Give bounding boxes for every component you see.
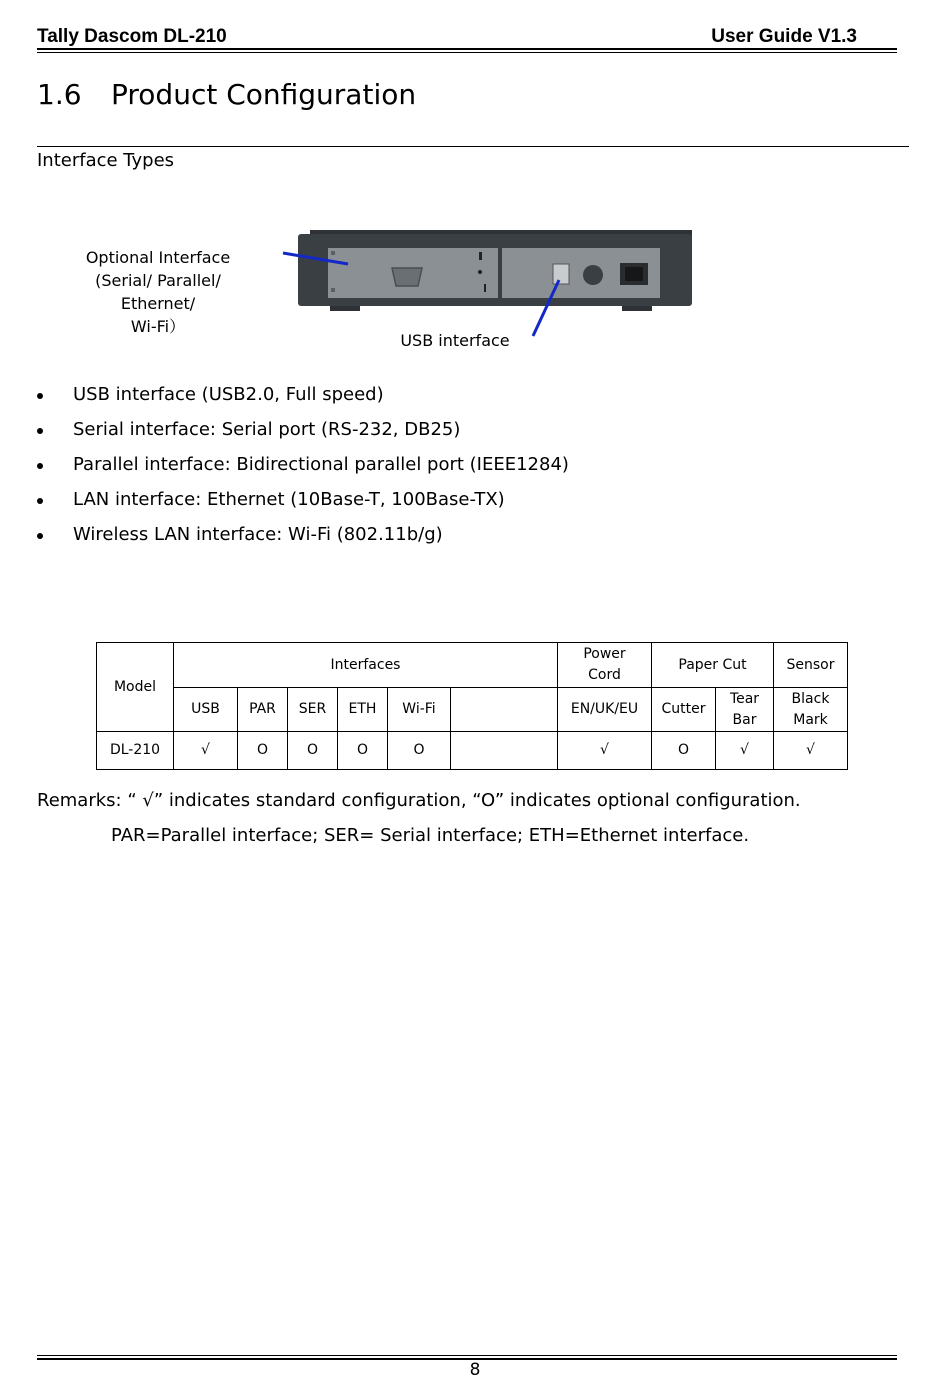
- bullet-icon: [37, 463, 43, 469]
- table-cell: O: [388, 732, 451, 770]
- caption-optional-interface: [78, 246, 238, 338]
- table-header-cell: [716, 688, 774, 732]
- bullet-icon: [37, 498, 43, 504]
- table-cell: √: [716, 732, 774, 770]
- table-header-cell: Sensor: [774, 643, 848, 688]
- caption-line: Optional Interface: [85, 248, 231, 267]
- section-number: 1.6: [37, 78, 82, 111]
- header-rule: [37, 48, 897, 50]
- table-cell: O: [288, 732, 338, 770]
- table-header-cell: [774, 688, 848, 732]
- table-cell: DL-210: [97, 732, 174, 770]
- page-number: 8: [469, 1360, 481, 1380]
- table-header-cell: USB: [174, 688, 238, 732]
- section-rule: [37, 146, 909, 147]
- printer-rear-image: [270, 222, 710, 344]
- table-header-cell: [558, 643, 652, 688]
- configuration-table: [96, 642, 848, 770]
- printer-foot: [622, 306, 652, 311]
- table-cell: √: [774, 732, 848, 770]
- header-line: Power: [583, 646, 626, 662]
- bullet-icon: [37, 533, 43, 539]
- usb-port-icon: [553, 264, 569, 284]
- table-cell: O: [238, 732, 288, 770]
- header-line: Mark: [793, 711, 828, 728]
- list-item: [37, 452, 569, 487]
- table-row: [97, 732, 848, 770]
- panel-screw: [331, 288, 335, 292]
- printer-foot: [330, 306, 360, 311]
- section-title: Product Configuration: [111, 78, 417, 111]
- header-line: Cord: [588, 667, 621, 683]
- table-subheader-row: [97, 688, 848, 732]
- table-header-row: [97, 643, 848, 688]
- list-item: [37, 522, 569, 557]
- interface-list: [37, 382, 569, 557]
- panel-screw: [331, 251, 335, 255]
- header-line: Tear: [729, 690, 760, 707]
- table-header-cell: EN/UK/EU: [558, 688, 652, 732]
- table-header-cell: PAR: [238, 688, 288, 732]
- list-item-text: Parallel interface: Bidirectional parallel port (IEEE1284): [73, 454, 569, 475]
- header-line: Bar: [732, 711, 757, 728]
- header-rule-thin: [37, 52, 897, 53]
- caption-usb-interface: USB interface: [400, 331, 510, 350]
- panel-mark: [479, 252, 482, 260]
- table-cell: [451, 732, 558, 770]
- caption-line: (Serial/ Parallel/: [95, 271, 221, 290]
- table-header-cell: Interfaces: [174, 643, 558, 688]
- section-heading: [37, 78, 416, 111]
- table-cell: √: [558, 732, 652, 770]
- bullet-icon: [37, 393, 43, 399]
- remarks-text: Remarks: “ √” indicates standard configuration, “O” indicates optional configuration.: [37, 790, 801, 811]
- table-header-cell: Wi-Fi: [388, 688, 451, 732]
- panel-mark: [484, 284, 486, 292]
- caption-line: Wi-Fi）: [130, 317, 186, 336]
- list-item-text: LAN interface: Ethernet (10Base-T, 100Base-TX): [73, 489, 505, 510]
- header-line: Black: [791, 690, 830, 707]
- table-cell: O: [652, 732, 716, 770]
- remarks-abbreviations: PAR=Parallel interface; SER= Serial interface; ETH=Ethernet interface.: [111, 825, 750, 846]
- header-version: User Guide V1.3: [711, 26, 857, 47]
- table-cell: √: [174, 732, 238, 770]
- power-jack-icon: [583, 265, 603, 285]
- subheading: Interface Types: [37, 150, 175, 171]
- table-header-cell: Cutter: [652, 688, 716, 732]
- list-item-text: USB interface (USB2.0, Full speed): [73, 384, 384, 405]
- table-header-cell: [451, 688, 558, 732]
- table-header-cell: Model: [97, 643, 174, 732]
- list-item-text: Wireless LAN interface: Wi-Fi (802.11b/g): [73, 524, 443, 545]
- serial-port-icon: [392, 268, 422, 286]
- list-item-text: Serial interface: Serial port (RS-232, DB25): [73, 419, 461, 440]
- power-switch-inner: [625, 267, 643, 281]
- panel-mark: [478, 270, 482, 274]
- table-header-cell: ETH: [338, 688, 388, 732]
- table-header-cell: SER: [288, 688, 338, 732]
- bullet-icon: [37, 428, 43, 434]
- caption-line: Ethernet/: [120, 294, 196, 313]
- footer-rule-thin: [37, 1355, 897, 1356]
- table-cell: O: [338, 732, 388, 770]
- header-title: Tally Dascom DL-210: [37, 26, 227, 47]
- list-item: [37, 417, 569, 452]
- table-header-cell: Paper Cut: [652, 643, 774, 688]
- list-item: [37, 487, 569, 522]
- list-item: [37, 382, 569, 417]
